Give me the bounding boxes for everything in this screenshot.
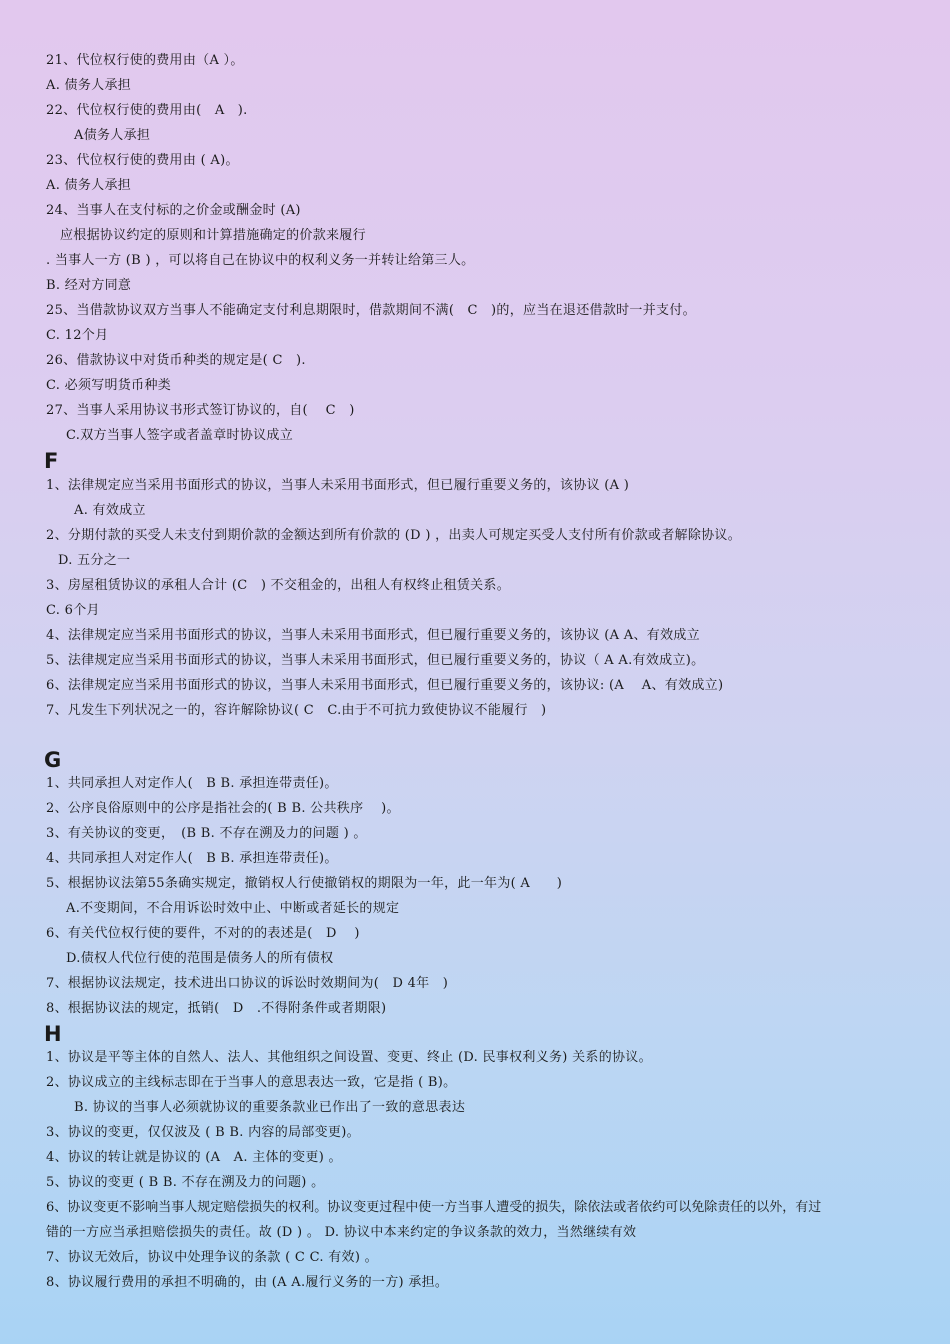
f-question-4: 4、法律规定应当采用书面形式的协议，当事人未采用书面形式，但已履行重要义务的，该协议 (A A、有效成立 bbox=[46, 628, 700, 643]
h-question-6: 6、协议变更不影响当事人规定赔偿损失的权利。协议变更过程中使一方当事人遭受的损失，除依法或者依约可以免除责任的以外，有过 bbox=[46, 1200, 822, 1215]
h-question-7: 7、协议无效后，协议中处理争议的条款 ( C C. 有效) 。 bbox=[46, 1250, 378, 1265]
f-question-2: 2、分期付款的买受人未支付到期价款的金额达到所有价款的 (D ) ，出卖人可规定买受人支付所有价款或者解除协议。 bbox=[46, 528, 742, 543]
question-26: 26、借款协议中对货币种类的规定是( C ). bbox=[46, 353, 306, 368]
h-question-8: 8、协议履行费用的承担不明确的，由 (A A.履行义务的一方) 承担。 bbox=[46, 1275, 449, 1290]
answer-23: A. 债务人承担 bbox=[46, 178, 132, 193]
answer-21: A. 债务人承担 bbox=[46, 78, 132, 93]
f-answer-2: D. 五分之一 bbox=[58, 553, 131, 568]
g-question-3: 3、有关协议的变更， (B B. 不存在溯及力的问题 ) 。 bbox=[46, 826, 367, 841]
f-question-6: 6、法律规定应当采用书面形式的协议，当事人未采用书面形式，但已履行重要义务的，该协议: (A A、有效成立) bbox=[46, 678, 724, 693]
question-22: 22、代位权行使的费用由( A ). bbox=[46, 103, 248, 118]
question-25: 25、当借款协议双方当事人不能确定支付利息期限时，借款期间不满( C )的，应当在退还借款时一并支付。 bbox=[46, 303, 696, 318]
g-question-7: 7、根据协议法规定，技术进出口协议的诉讼时效期间为( D 4年 ) bbox=[46, 976, 449, 991]
g-answer-5: A.不变期间，不合用诉讼时效中止、中断或者延长的规定 bbox=[66, 901, 400, 916]
g-answer-6: D.债权人代位行使的范围是债务人的所有债权 bbox=[66, 951, 334, 966]
h-question-1: 1、协议是平等主体的自然人、法人、其他组织之间设置、变更、终止 (D. 民事权利义务) 关系的协议。 bbox=[46, 1050, 652, 1065]
section-heading-f: F bbox=[44, 449, 59, 473]
f-answer-3: C. 6个月 bbox=[46, 603, 100, 618]
question-unnumbered: . 当事人一方 (B ) ，可以将自己在协议中的权利义务一并转让给第三人。 bbox=[46, 253, 475, 268]
answer-24: 应根据协议约定的原则和计算措施确定的价款来履行 bbox=[60, 228, 366, 243]
f-answer-1: A. 有效成立 bbox=[74, 503, 146, 518]
answer-22: A债务人承担 bbox=[74, 128, 151, 143]
f-question-5: 5、法律规定应当采用书面形式的协议，当事人未采用书面形式，但已履行重要义务的，协议（ A A.有效成立)。 bbox=[46, 653, 705, 668]
g-question-1: 1、共同承担人对定作人( B B. 承担连带责任)。 bbox=[46, 776, 338, 791]
g-question-2: 2、公序良俗原则中的公序是指社会的( B B. 公共秩序 )。 bbox=[46, 801, 400, 816]
g-question-8: 8、根据协议法的规定，抵销( D .不得附条件或者期限) bbox=[46, 1001, 387, 1016]
answer-unnumbered: B. 经对方同意 bbox=[46, 278, 132, 293]
f-question-7: 7、凡发生下列状况之一的，容许解除协议( C C.由于不可抗力致使协议不能履行 ) bbox=[46, 703, 547, 718]
answer-25: C. 12个月 bbox=[46, 328, 109, 343]
f-question-1: 1、法律规定应当采用书面形式的协议，当事人未采用书面形式，但已履行重要义务的，该协议 (A ) bbox=[46, 478, 630, 493]
question-27: 27、当事人采用协议书形式签订协议的，自( C ) bbox=[46, 403, 355, 418]
h-question-6-continued: 错的一方应当承担赔偿损失的责任。故 (D ) 。 D. 协议中本来约定的争议条款的效力，当然继续有效 bbox=[46, 1225, 637, 1240]
question-23: 23、代位权行使的费用由 ( A)。 bbox=[46, 153, 239, 168]
question-21: 21、代位权行使的费用由（A ）。 bbox=[46, 53, 244, 68]
g-question-4: 4、共同承担人对定作人( B B. 承担连带责任)。 bbox=[46, 851, 338, 866]
g-question-6: 6、有关代位权行使的要件，不对的的表述是( D ) bbox=[46, 926, 360, 941]
h-question-4: 4、协议的转让就是协议的 (A A. 主体的变更) 。 bbox=[46, 1150, 342, 1165]
section-heading-g: G bbox=[44, 748, 62, 772]
h-answer-2: B. 协议的当事人必须就协议的重要条款业已作出了一致的意思表达 bbox=[74, 1100, 466, 1115]
section-heading-h: H bbox=[44, 1022, 62, 1046]
answer-27: C.双方当事人签字或者盖章时协议成立 bbox=[66, 428, 294, 443]
f-question-3: 3、房屋租赁协议的承租人合计 (C ) 不交租金的，出租人有权终止租赁关系。 bbox=[46, 578, 511, 593]
question-24: 24、当事人在支付标的之价金或酬金时 (A) bbox=[46, 203, 301, 218]
h-question-2: 2、协议成立的主线标志即在于当事人的意思表达一致，它是指 ( B)。 bbox=[46, 1075, 457, 1090]
g-question-5: 5、根据协议法第55条确实规定，撤销权人行使撤销权的期限为一年，此一年为( A ) bbox=[46, 876, 563, 891]
h-question-5: 5、协议的变更 ( B B. 不存在溯及力的问题) 。 bbox=[46, 1175, 325, 1190]
h-question-3: 3、协议的变更，仅仅波及 ( B B. 内容的局部变更)。 bbox=[46, 1125, 360, 1140]
answer-26: C. 必须写明货币种类 bbox=[46, 378, 172, 393]
